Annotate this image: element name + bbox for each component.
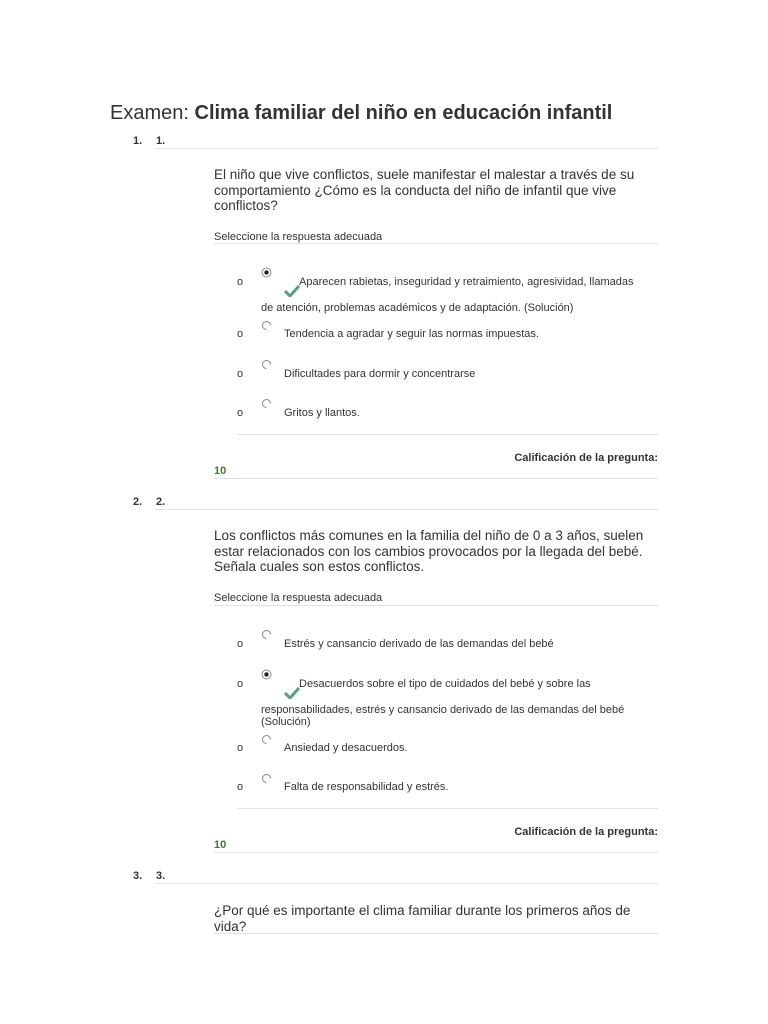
list-bullet: o	[237, 742, 244, 754]
question-text: ¿Por qué es importante el clima familiar durante los primeros años de vida?	[214, 903, 631, 934]
divider	[155, 509, 658, 510]
instruction-text: Seleccione la respuesta adecuada	[214, 592, 383, 604]
question-number-inner: 2.	[156, 496, 166, 508]
divider	[237, 808, 658, 809]
exam-title	[110, 102, 612, 125]
list-bullet: o	[237, 678, 244, 690]
exam-title-name: Clima familiar del niño en educación infantil	[194, 102, 613, 124]
answer-option-label: Falta de responsabilidad y estrés.	[284, 781, 449, 793]
divider	[214, 605, 658, 606]
radio-empty-icon[interactable]	[261, 629, 272, 640]
grade-label: Calificación de la pregunta:	[514, 826, 658, 838]
divider	[214, 478, 658, 479]
grade-value: 10	[214, 465, 227, 477]
grade-value: 10	[214, 839, 227, 851]
divider	[214, 852, 658, 853]
question-text: Los conflictos más comunes en la familia del niño de 0 a 3 años, suelen estar relacionados con los cambios provocados por la llegada del bebé. Señala cuales son estos conflictos.	[214, 528, 644, 574]
checkmark-icon	[284, 285, 300, 297]
radio-selected-icon[interactable]	[261, 669, 272, 680]
answer-option-label-continued: responsabilidades, estrés y cansancio derivado de las demandas del bebé	[261, 704, 625, 716]
radio-empty-icon[interactable]	[261, 773, 272, 784]
exam-title-prefix: Examen:	[110, 102, 189, 124]
question-number-inner: 1.	[156, 135, 166, 147]
answer-option-label: Aparecen rabietas, inseguridad y retraimiento, agresividad, llamadas	[299, 276, 634, 288]
list-bullet: o	[237, 276, 244, 288]
divider	[237, 434, 658, 435]
divider	[214, 933, 658, 934]
list-bullet: o	[237, 781, 244, 793]
grade-label: Calificación de la pregunta:	[514, 452, 658, 464]
answer-option-label: Estrés y cansancio derivado de las demandas del bebé	[284, 638, 554, 650]
answer-option-label-solution: (Solución)	[261, 716, 311, 728]
radio-empty-icon[interactable]	[261, 320, 272, 331]
answer-option-label: Tendencia a agradar y seguir las normas impuestas.	[284, 328, 539, 340]
divider	[214, 243, 658, 244]
question-number-outer: 2.	[133, 496, 143, 508]
question-number-outer: 1.	[133, 135, 143, 147]
radio-selected-icon[interactable]	[261, 267, 272, 278]
list-bullet: o	[237, 638, 244, 650]
question-text: El niño que vive conflictos, suele manifestar el malestar a través de su comportamiento ¿Cómo es la conducta del niño de infantil que vive conflictos?	[214, 167, 635, 213]
question-number	[133, 135, 166, 147]
list-bullet: o	[237, 368, 244, 380]
instruction-text: Seleccione la respuesta adecuada	[214, 231, 383, 243]
radio-empty-icon[interactable]	[261, 734, 272, 745]
answer-option-label-continued: de atención, problemas académicos y de adaptación. (Solución)	[261, 302, 574, 314]
question-number-inner: 3.	[156, 870, 166, 882]
list-bullet: o	[237, 407, 244, 419]
radio-empty-icon[interactable]	[261, 398, 272, 409]
answer-option-label: Desacuerdos sobre el tipo de cuidados del bebé y sobre las	[299, 678, 591, 690]
radio-empty-icon[interactable]	[261, 359, 272, 370]
answer-option-label: Dificultades para dormir y concentrarse	[284, 368, 476, 380]
list-bullet: o	[237, 328, 244, 340]
question-number-outer: 3.	[133, 870, 143, 882]
divider	[155, 883, 658, 884]
question-number	[133, 496, 166, 508]
question-number	[133, 870, 166, 882]
divider	[155, 148, 658, 149]
checkmark-icon	[284, 687, 300, 699]
answer-option-label: Ansiedad y desacuerdos.	[284, 742, 408, 754]
answer-option-label: Gritos y llantos.	[284, 407, 360, 419]
